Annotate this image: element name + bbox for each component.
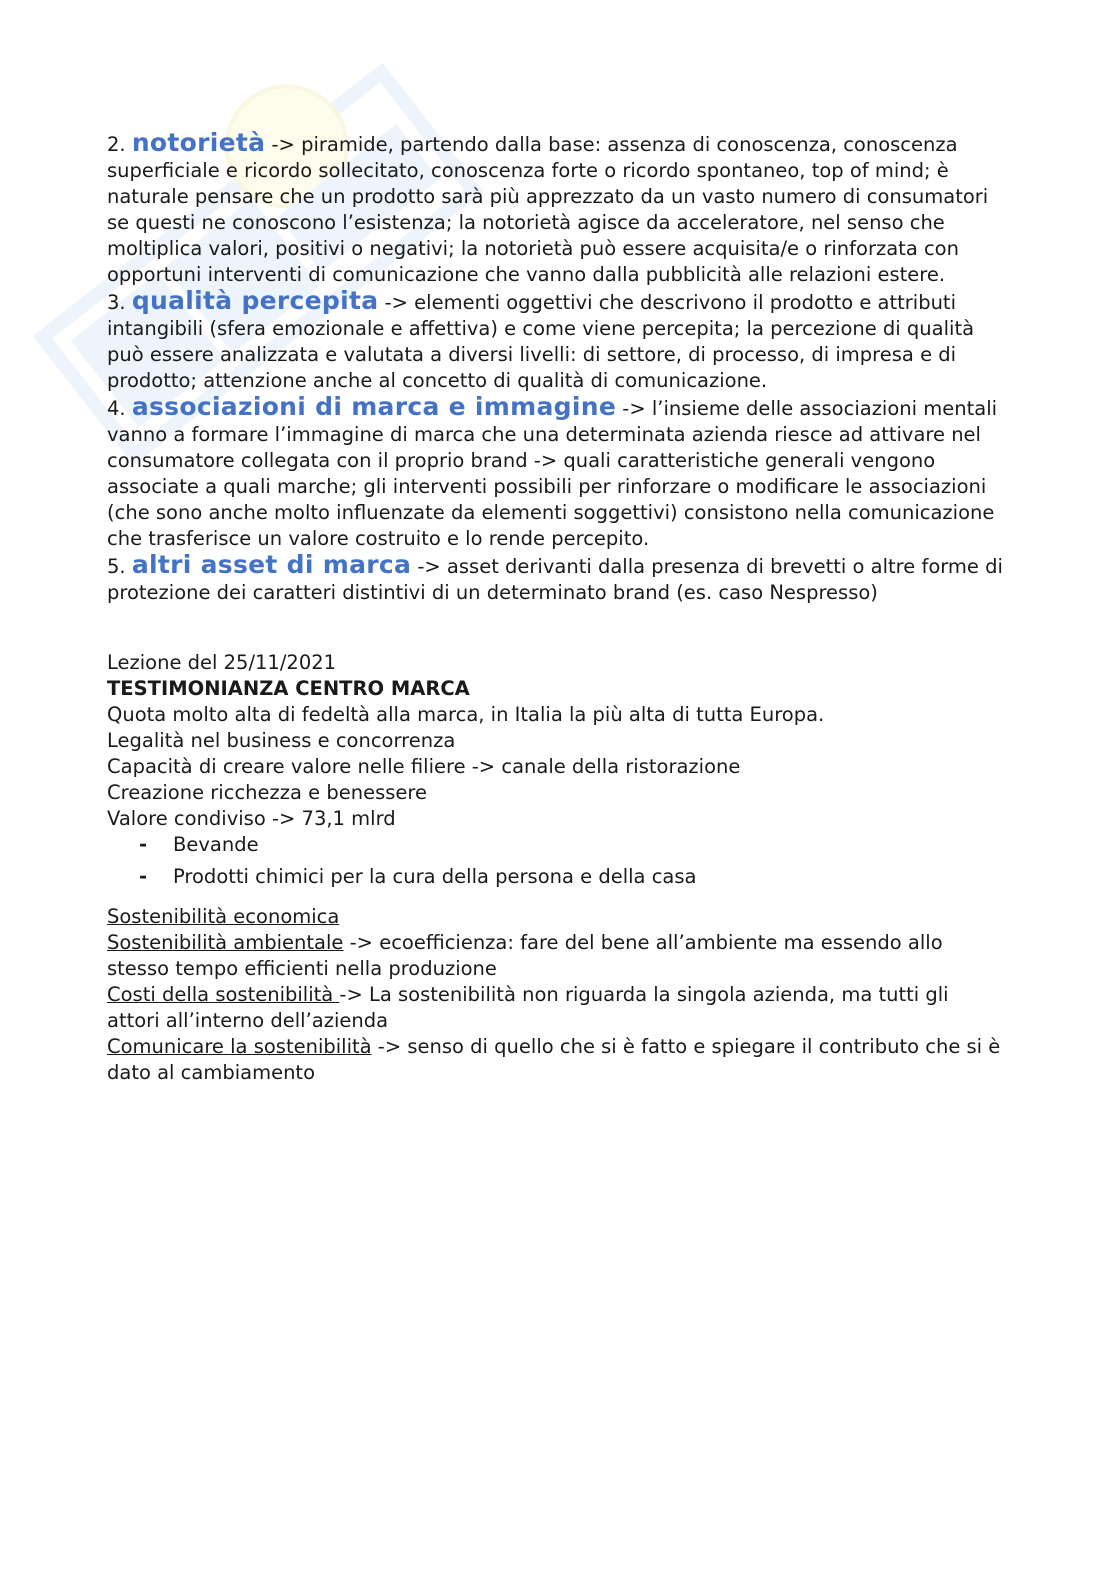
item-keyword: altri asset di marca — [131, 550, 412, 579]
bullet-list — [107, 832, 1007, 890]
lesson-line: Quota molto alta di fedeltà alla marca, in Italia la più alta di tutta Europa. — [107, 703, 825, 726]
item-keyword: notorietà — [131, 128, 266, 157]
section-text: -> La sostenibilità non riguarda la singola azienda, ma tutti gli attori all’interno dell’azienda — [107, 983, 949, 1032]
lesson-line: Valore condiviso -> 73,1 mlrd — [107, 807, 396, 830]
item-number: 4. — [107, 397, 126, 420]
item-number: 5. — [107, 555, 126, 578]
item-number: 2. — [107, 133, 126, 156]
document-page — [107, 130, 1007, 1086]
lesson-date: Lezione del 25/11/2021 — [107, 651, 337, 674]
bullet-item — [139, 832, 1007, 858]
section-paragraph — [107, 930, 1007, 982]
section-text: -> ecoefficienza: fare del bene all’ambiente ma essendo allo stesso tempo efficienti nella produzione — [107, 931, 943, 980]
list-item — [107, 552, 1007, 606]
bullet-text: Prodotti chimici per la cura della persona e della casa — [173, 865, 697, 888]
bullet-item — [139, 864, 1007, 890]
lesson-lines — [107, 702, 1007, 832]
section-title: Comunicare la sostenibilità — [107, 1035, 372, 1058]
lesson-line: Legalità nel business e concorrenza — [107, 729, 456, 752]
lesson-line: Capacità di creare valore nelle filiere -> canale della ristorazione — [107, 755, 741, 778]
lesson-line: Creazione ricchezza e benessere — [107, 781, 427, 804]
section-paragraph — [107, 982, 1007, 1034]
section-paragraph — [107, 1034, 1007, 1086]
list-item — [107, 288, 1007, 394]
list-item — [107, 394, 1007, 552]
bullet-text: Bevande — [173, 833, 259, 856]
numbered-list — [107, 130, 1007, 606]
item-keyword: associazioni di marca e immagine — [131, 392, 617, 421]
item-text: -> elementi oggettivi che descrivono il prodotto e attributi intangibili (sfera emozionale e affettiva) e come viene percepita; la percezione di qualità può essere analizzata e valutata a diversi livelli: di settore, di processo, di impresa e di prodotto; attenzione anche al concetto di qualità di comunicazione. — [107, 291, 975, 392]
bullet-marker: - — [139, 833, 148, 856]
spacer — [107, 606, 1007, 650]
item-text: -> piramide, partendo dalla base: assenza di conoscenza, conoscenza superficiale e ricordo sollecitato, conoscenza forte o ricordo spontaneo, top of mind; è naturale pensare che un prodotto sarà più apprezzato da un vasto numero di consumatori se questi ne conoscono l’esistenza; la notorietà agisce da acceleratore, nel senso che moltiplica valori, positivi o negativi; la notorietà può essere acquisita/e o rinforzata con opportuni interventi di comunicazione che vanno dalla pubblicità alle relazioni estere. — [107, 133, 989, 286]
list-item — [107, 130, 1007, 288]
bullet-marker: - — [139, 865, 148, 888]
section-title: Sostenibilità ambientale — [107, 931, 344, 954]
item-keyword: qualità percepita — [131, 286, 379, 315]
item-text: -> asset derivanti dalla presenza di brevetti o altre forme di protezione dei caratteri distintivi di un determinato brand (es. caso Nespresso) — [107, 555, 1003, 604]
item-text: -> l’insieme delle associazioni mentali vanno a formare l’immagine di marca che una determinata azienda riesce ad attivare nel consumatore collegata con il proprio brand -> quali caratteristiche generali vengono associate a quali marche; gli interventi possibili per rinforzare o modificare le associazioni (che sono anche molto influenzate da elementi soggettivi) consistono nella comunicazione che trasferisce un valore costruito e lo rende percepito. — [107, 397, 998, 550]
item-number: 3. — [107, 291, 126, 314]
lesson-heading: TESTIMONIANZA CENTRO MARCA — [107, 677, 470, 700]
section-paragraph — [107, 904, 1007, 930]
sustainability-sections — [107, 904, 1007, 1086]
section-title: Sostenibilità economica — [107, 905, 340, 928]
section-text: -> senso di quello che si è fatto e spiegare il contributo che si è dato al cambiamento — [107, 1035, 1001, 1084]
section-title: Costi della sostenibilità — [107, 983, 340, 1006]
